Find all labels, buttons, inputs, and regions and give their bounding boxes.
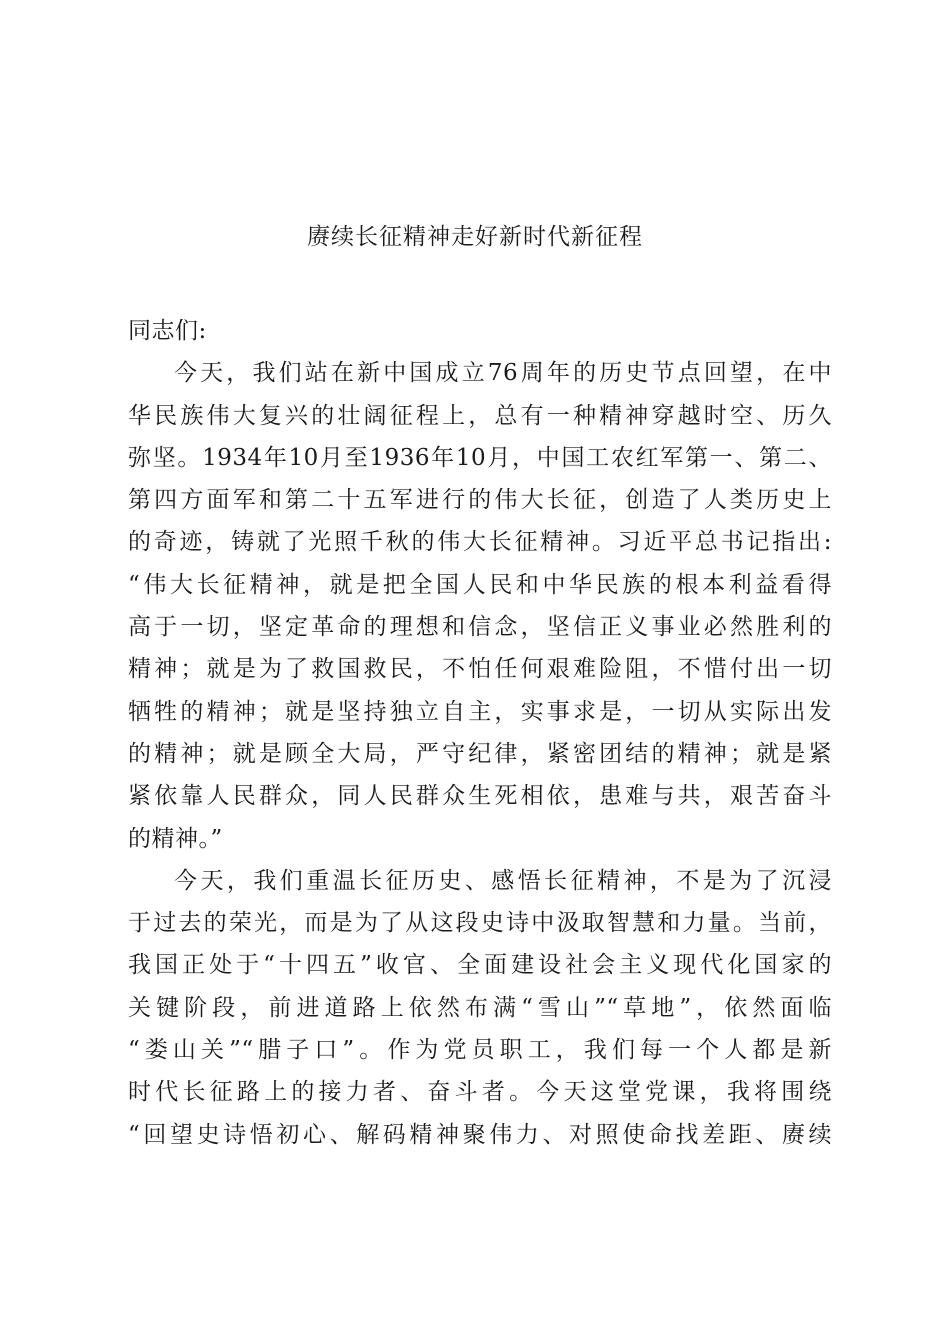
paragraph-1-line-10: 的精神；就是顾全大局，严守纪律，紧密团结的精神；就是紧 <box>128 740 832 767</box>
document-title: 赓续长征精神走好新时代新征程 <box>307 224 643 250</box>
paragraph-2-line-4: 关键阶段，前进道路上依然布满“雪山”“草地”，依然面临 <box>128 994 832 1021</box>
paragraph-2-line-7: “回望史诗悟初心、解码精神聚伟力、对照使命找差距、赓续 <box>128 1121 832 1148</box>
paragraph-2-line-1: 今天，我们重温长征历史、感悟长征精神，不是为了沉浸 <box>174 867 832 894</box>
salutation: 同志们: <box>128 318 207 344</box>
paragraph-2-line-6: 时代长征路上的接力者、奋斗者。今天这堂党课，我将围绕 <box>128 1079 832 1106</box>
paragraph-1-line-2: 华民族伟大复兴的壮阔征程上，总有一种精神穿越时空、历久 <box>128 402 832 429</box>
paragraph-2-line-2: 于过去的荣光，而是为了从这段史诗中汲取智慧和力量。当前， <box>128 910 832 937</box>
paragraph-2-line-3: 我国正处于“十四五”收官、全面建设社会主义现代化国家的 <box>128 952 832 979</box>
paragraph-1-line-4: 第四方面军和第二十五军进行的伟大长征，创造了人类历史上 <box>128 487 832 514</box>
paragraph-1-line-12: 的精神。” <box>128 825 223 852</box>
paragraph-1-line-5: 的奇迹，铸就了光照千秋的伟大长征精神。习近平总书记指出: <box>128 529 832 556</box>
paragraph-1-line-1: 今天，我们站在新中国成立76周年的历史节点回望，在中 <box>174 360 832 387</box>
paragraph-1-line-7: 高于一切，坚定革命的理想和信念，坚信正义事业必然胜利的 <box>128 614 832 641</box>
paragraph-1-line-3: 弥坚。1934年10月至1936年10月，中国工农红军第一、第二、 <box>128 444 832 471</box>
paragraph-2-line-5: “娄山关”“腊子口”。作为党员职工，我们每一个人都是新 <box>128 1037 832 1064</box>
paragraph-1-line-9: 牺牲的精神；就是坚持独立自主，实事求是，一切从实际出发 <box>128 698 832 725</box>
paragraph-1-line-6: “伟大长征精神，就是把全国人民和中华民族的根本利益看得 <box>128 571 832 598</box>
document-body <box>128 310 832 1156</box>
paragraph-1-line-11: 紧依靠人民群众，同人民群众生死相依，患难与共，艰苦奋斗 <box>128 783 832 810</box>
paragraph-1-line-8: 精神；就是为了救国救民，不怕任何艰难险阻，不惜付出一切 <box>128 656 832 683</box>
